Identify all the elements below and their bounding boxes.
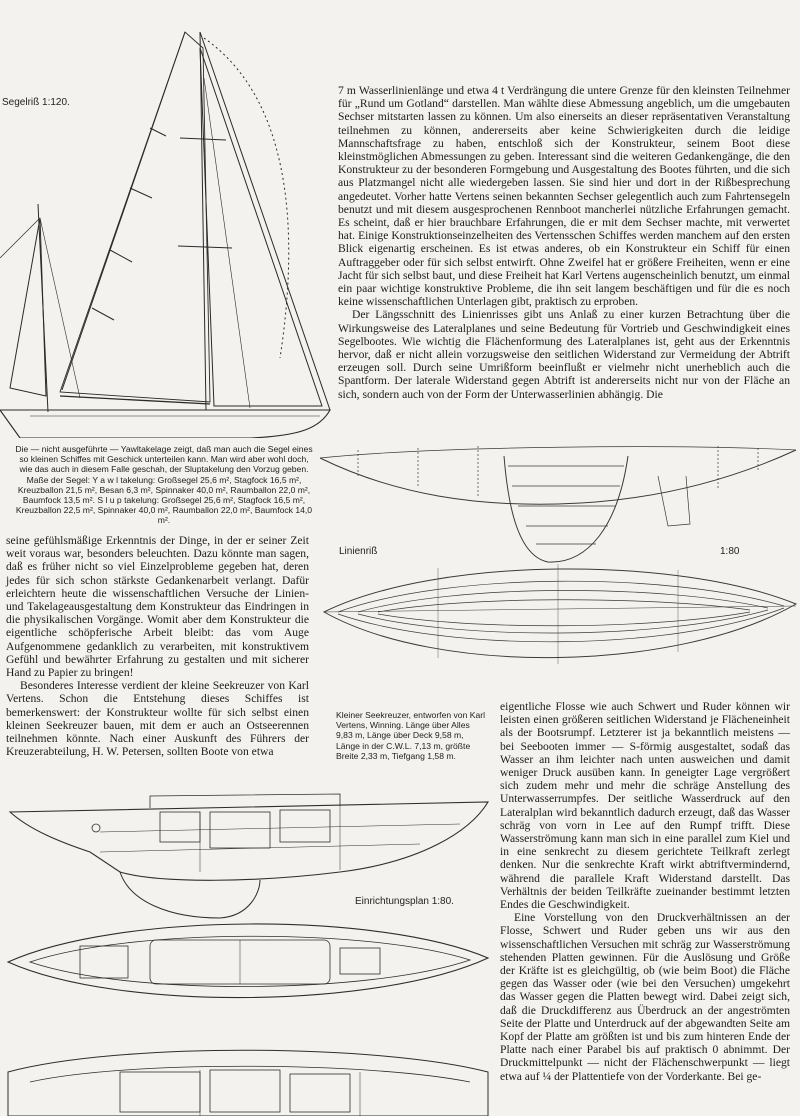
interior-plan-label: Einrichtungsplan 1:80. — [355, 896, 454, 907]
paragraph: Besonderes Interesse verdient der kleine Seekreuzer von Karl Vertens. Schon die Entstehung dieses Schiffes ist bemerkenswert: der Konstrukteur wollte für sich selbst einen kleinen Seekreuzer bauen, mit dem er auch an Ostseerennen teilnehmen könnte. Nach einer Auskunft des Führers der Kreuzerabteilung, H. W. Petersen, sollten Boote von etwa — [6, 679, 309, 759]
paragraph: seine gefühlsmäßige Erkenntnis der Dinge, in der er seiner Zeit weit voraus war, besonders beleuchten. Dazu könnte man sagen, daß es früher nicht so viel Einzelprobleme gegeben hat, deren jedes für sich schon stärkste Gedankenarbeit verlangt. Dafür erleichtern heute die wissenschaftlichen Versuche der Linien- und Takelageausgestaltung dem Konstrukteur das Eindringen in die physikalischen Vorgänge. Womit aber dem Konstrukteur die eigentliche schöpferische Arbeit bleibt: das vom Auge Aufgenommene gedanklich zu verarbeiten, mit konstruktivem Gefühl und bewährter Erfahrung zu gestalten und mit sicherer Hand zu Papier zu bringen! — [6, 534, 309, 680]
paragraph: eigentliche Flosse wie auch Schwert und Ruder können wir leisten einen größeren seitlichen Widerstand je Flächeneinheit als der Bootsrumpf. Letzterer ist ja bekanntlich meistens — bei Seebooten immer — S-förmig ausgestaltet, sodaß das Wasser an ihm leichter nach unten ausweichen und damit weniger Druck ausüben kann. In geneigter Lage vergrößert sich zudem mehr und mehr die schräge Anstellung des Unterwasserrumpfes. Der seitliche Wasserdruck auf den Lateralplan wird bekanntlich dadurch erzeugt, daß das Wasser schräg von vorn in Lee auf den Rumpf trifft. Diese Wasserströmung kann man sich in eine parallel zum Kiel und in eine senkrecht zu diesem gerichtete Teilkraft zerlegt denken. Nur die senkrechte Kraft wirkt abtriftvermindernd, während die parallele Kraft Widerstand darstellt. Das Verhältnis der beiden Teilkräfte zueinander bestimmt letzten Endes die Geschwindigkeit. — [500, 700, 790, 912]
boat-caption: Kleiner Seekreuzer, entworfen von Karl Vertens, Winning. Länge über Alles 9,83 m, Länge über Deck 9,58 m, Länge in der C.W.L. 7,13 m, größte Breite 2,33 m, Tiefgang 1,58 m. — [336, 710, 486, 761]
paragraph: 7 m Wasserlinienlänge und etwa 4 t Verdrängung die untere Grenze für den kleinsten Teilnehmer für „Rund um Gotland“ darstellen. Man wählte diese Abmessung angeblich, um die umgebauten Sechser mitstarten lassen zu können. Um also einerseits an dieser repräsentativen Veranstaltung teilnehmen zu können, andererseits aber keine Schwierigkeiten durch die leidige Mannschaftsfrage zu haben, entschloß sich der Konstrukteur, seinem Boot diese kleinstmöglichen Abmessungen zu geben. Interessant sind die weiteren Gedankengänge, die den Konstrukteur zu der besonderen Formgebung und Ausgestaltung des Bootes führten, und die sich aus Platzmangel nicht alle wiedergeben lassen. Sie sind hier und dort in der Rißbesprechung angedeutet. Vorher hatte Vertens seinen bekannten Sechser gelegentlich auch zum Fahrtensegeln benutzt und mit diesem ausgesprochenen Rennboot mancherlei nützliche Erfahrungen gemacht. Es scheint, daß er hier brauchbare Erfahrungen, die er mit dem Sechser machte, mit verwertet hat. Einige Konstruktionseinzelheiten des Vertensschen Schiffes werden manchem auf den ersten Blick eigenartig erscheinen. Es ist etwas anderes, ob ein Konstrukteur ein Schiff für einen Auftraggeber oder für sich selbst entwirft. Ohne Zweifel hat er größere Freiheiten, wenn er eine Jacht für sich selbst baut, und diese Freiheit hat Karl Vertens augenscheinlich benutzt, um einmal ein paar wichtige konstruktive Probleme, die ihn seit langem beschäftigen und für die es noch keine wissenschaftlichen Unterlagen gibt, praktisch zu erproben. — [338, 84, 790, 309]
interior-plan-drawing — [0, 772, 495, 1116]
lines-plan-label: Linienriß — [339, 546, 378, 557]
article-right-column-top — [338, 84, 790, 401]
sail-plan-label: Segelriß 1:120. — [2, 97, 70, 108]
sail-plan-svg — [0, 18, 335, 438]
sail-plan-caption: Die — nicht ausgeführte — Yawltakelage zeigt, daß man auch die Segel eines so kleinen Schiffes mit Geschick unterteilen kann. Man wird aber wohl doch, wie das auch in diesem Falle geschah, der Sluptakelung den Vorzug geben. Maße der Segel: Y a w l takelung: Großsegel 25,6 m², Stagfock 16,5 m², Kreuzballon 21,5 m², Besan 6,3 m², Spinnaker 40,0 m², Raumballon 22,0 m², Baumfock 13,5 m². S l u p takelung: Großsegel 25,6 m², Stagfock 16,5 m², Kreuzballon 22,5 m², Spinnaker 40,0 m², Raumballon 22,0 m², Baumfock 14,0 m². — [15, 444, 313, 526]
lines-plan-scale: 1:80 — [720, 546, 740, 557]
paragraph: Eine Vorstellung von den Druckverhältnissen an der Flosse, Schwert und Ruder geben uns wir aus den wissenschaftlichen Versuchen mit schräg zur Wasserströmung stehenden Platten gewinnen. Für die Auslösung und Größe der Kräfte ist es gleichgültig, ob (wie beim Boot) die Fläche gegen das Wasser oder (wie bei den Versuchen) umgekehrt das Wasser gegen die Platten bewegt wird. Dabei zeigt sich, daß die Druckdifferenz aus Überdruck an der angeströmten Seite der Platte und Unterdruck auf der abgewandten Seite am Kopf der Platte am größten ist und bis zum hinteren Ende der Platte nach einer Parabel bis auf praktisch 0 abnimmt. Der Druckmittelpunkt — nicht der Flächenschwerpunkt — liegt etwa auf ¼ der Plattentiefe von der Vorderkante. Bei ge- — [500, 911, 790, 1083]
lines-plan-drawing — [318, 436, 800, 698]
article-right-column-bottom — [500, 700, 790, 1083]
lines-plan-svg — [318, 436, 800, 698]
interior-plan-svg — [0, 772, 495, 1116]
paragraph: Der Längsschnitt des Linienrisses gibt uns Anlaß zu einer kurzen Betrachtung über die Wirkungsweise des Lateralplanes und seine Bedeutung für Vortrieb und Geschwindigkeit eines Segelbootes. Wie wichtig die Flächenformung des Lateralplanes ist, geht aus der Erkenntnis hervor, daß er nicht allein vorzugsweise den seitlichen Widerstand zur Vermeidung der Abtrift erzeugen soll. Durch seine Umrißform beeinflußt er vielmehr nicht unerheblich auch die Spantform. Der laterale Widerstand gegen Abtrift ist andererseits nicht nur von der Fläche an sich, sondern auch von der Form der Unterwasserlinien abhängig. Die — [338, 308, 790, 401]
sail-plan-drawing — [0, 18, 335, 438]
article-left-column — [6, 534, 309, 758]
